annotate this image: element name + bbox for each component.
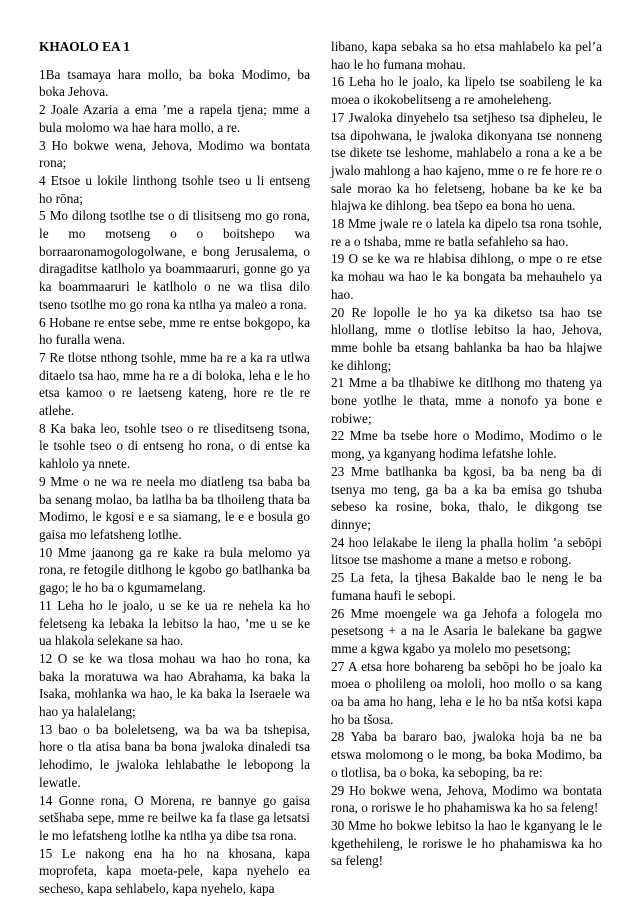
verse-paragraph: 19 O se ke wa re hlabisa dihlong, o mpe o re etse ka mohau wa hao le ka bongata ba mehauhelo ya hao.: [331, 251, 602, 302]
verse-paragraph: 10 Mme jaanong ga re kake ra bula melomo ya rona, re fetogile ditlhong le kgobo go batlhanka ba gago; le ho ba o kgumamelang.: [39, 544, 310, 596]
verse-paragraph: 12 O se ke wa tlosa mohau wa hao ho rona, ka baka la moratuwa wa hao Abrahama, ka baka la Isaka, mohlanka wa hao, le ka baka la Iseraele wa hao ya halalelang;: [39, 650, 310, 720]
chapter-title: KHAOLO EA 1: [39, 39, 130, 54]
verse-paragraph: 25 La feta, la tjhesa Bakalde bao le neng le ba fumana haufi le sebopi.: [331, 570, 602, 603]
right-column: [331, 38, 602, 902]
verse-paragraph: 17 Jwaloka dinyehelo tsa setjheso tsa dipheleu, le tsa dipohwana, le jwaloka dikonyana tse nonneng tse dikete tse leshome, mahlabelo a rona a ke a be jwalo mahlong a hao kajeno, mme o re fe hore re o sale morao ka ho feletseng, hobane ba ke ke ba hlajwa ke dihlong. bea tšepo ea bona ho uena.: [331, 109, 603, 214]
verse-paragraph: 2 Joale Azaria a ema ’me a rapela tjena; mme a bula molomo wa hae hara mollo, a re.: [39, 102, 310, 135]
verse-paragraph: 29 Ho bokwe wena, Jehova, Modimo wa bontata rona, o roriswe le ho phahamiswa ka ho sa feleng!: [331, 782, 602, 816]
verse-paragraph: 6 Hobane re entse sebe, mme re entse bokgopo, ka ho furalla wena.: [39, 314, 310, 348]
verse-paragraph: 15 Le nakong ena ha ho na khosana, kapa moprofeta, kapa moeta-pele, kapa nyehelo ea secheso, kapa sehlabelo, kapa nyehelo, kapa: [39, 845, 310, 897]
verse-paragraph: 14 Gonne rona, O Morena, re bannye go gaisa setšhaba sepe, mme re beilwe ka fa tlase ga letsatsi le mo lefatsheng lotlhe ka ntlha ya dibe tsa rona.: [39, 792, 311, 843]
verse-paragraph: 9 Mme o ne wa re neela mo diatleng tsa baba ba ba senang molao, ba latlha ba ba tlhoileng thata ba Modimo, le kgosi e e sa siamang, le e e bosula go gaisa mo lefatsheng lotlhe.: [39, 473, 310, 542]
verse-paragraph: 8 Ka baka leo, tsohle tseo o re tliseditseng tsona, le tsohle tseo o di entseng ho rona, o di entse ka kahlolo ya nnete.: [39, 420, 310, 472]
verse-paragraph: 26 Mme moengele wa ga Jehofa a fologela mo pesetsong + a na le Asaria le balekane ba gagwe mme a kgwa kgabo ya molelo mo pesetsong;: [331, 605, 602, 656]
verse-paragraph: 13 bao o ba boleletseng, wa ba wa ba tshepisa, hore o tla atisa bana ba bona jwaloka dinaledi tsa lehodimo, le jwaloka lehlabathe le lebopong la lewatle.: [39, 721, 310, 790]
verse-paragraph: libano, kapa sebaka sa ho etsa mahlabelo ka pel’a hao le ho fumana mohau.: [331, 39, 602, 72]
verse-paragraph: 18 Mme jwale re o latela ka dipelo tsa rona tsohle, re a o tshaba, mme re batla sefahleho sa hao.: [331, 216, 602, 249]
verse-paragraph: 11 Leha ho le joalo, u se ke ua re nehela ka ho feletseng ka lebaka la lebitso la hao, ’me u se ke ua hlakola selekane sa hao.: [39, 597, 310, 649]
verse-paragraph: 24 hoo lelakabe le ileng la phalla holim ’a sebōpi litsoe tse mashome a mane a metso e robong.: [331, 534, 602, 568]
left-column: [39, 38, 310, 902]
verse-paragraph: 28 Yaba ba bararo bao, jwaloka hoja ba ne ba etswa molomong o le mong, ba boka Modimo, ba o tlotlisa, ba o boka, ka seboping, ba re:: [331, 729, 602, 780]
verse-paragraph: 30 Mme ho bokwe lebitso la hao le kganyang le le kgethehileng, le roriswe le ho phahamiswa ka ho sa feleng!: [331, 817, 602, 869]
verse-paragraph: 21 Mme a ba tlhabiwe ke ditlhong mo thateng ya bone yotlhe le thata, mme a nonofo ya bone e robiwe;: [331, 375, 602, 426]
verse-paragraph: 3 Ho bokwe wena, Jehova, Modimo wa bontata rona;: [39, 137, 310, 171]
verse-paragraph: 20 Re lopolle le ho ya ka diketso tsa hao tse hlollang, mme o tlotlise lebitso la hao, Jehova, mme bohle ba etsang bahlanka ba hao ba hlajwe ke dihlong;: [331, 304, 602, 373]
verse-paragraph: 27 A etsa hore bohareng ba sebōpi ho be joalo ka moea o pholileng oa mololi, hoo mollo o sa kang oa ba ama ho hang, leha e le ho ba ntša kotsi kapa ho ba tšosa.: [331, 658, 602, 727]
verse-paragraph: 7 Re tlotse nthong tsohle, mme ha re a ka ra utlwa ditaelo tsa hao, mme ha re a di boloka, leha e le ho etsa kamoo o re laetseng kateng, hore re tle re atlehe.: [39, 349, 310, 419]
verse-paragraph: 4 Etsoe u lokile linthong tsohle tseo u li entseng ho rōna;: [39, 172, 310, 206]
verse-paragraph: 1Ba tsamaya hara mollo, ba boka Modimo, ba boka Jehova.: [39, 66, 310, 100]
verse-paragraph: 23 Mme batlhanka ba kgosi, ba ba neng ba di tsenya mo teng, ga ba a ka ba emisa go tshuba sebeso ka rosine, boka, thalo, le dikgong tse dinnye;: [331, 463, 602, 532]
verse-paragraph: 5 Mo dilong tsotlhe tse o di tlisitseng mo go rona, le mo motseng o o boitshepo wa borraaronamogologolwane, e bong Jerusalema, o diragaditse katlholo ya boammaaruri, gonne go ya ka boammaaruri le katlholo o ne wa tlisa dilo tseno tsotlhe mo go rona ka ntlha ya maleo a rona.: [39, 208, 310, 312]
verse-paragraph: 16 Leha ho le joalo, ka lipelo tse soabileng le ka moea o ikokobelitseng a re amoheleheng.: [331, 74, 602, 108]
verse-paragraph: 22 Mme ba tsebe hore o Modimo, Modimo o le mong, ya kganyang hodima lefatshe lohle.: [331, 428, 602, 462]
